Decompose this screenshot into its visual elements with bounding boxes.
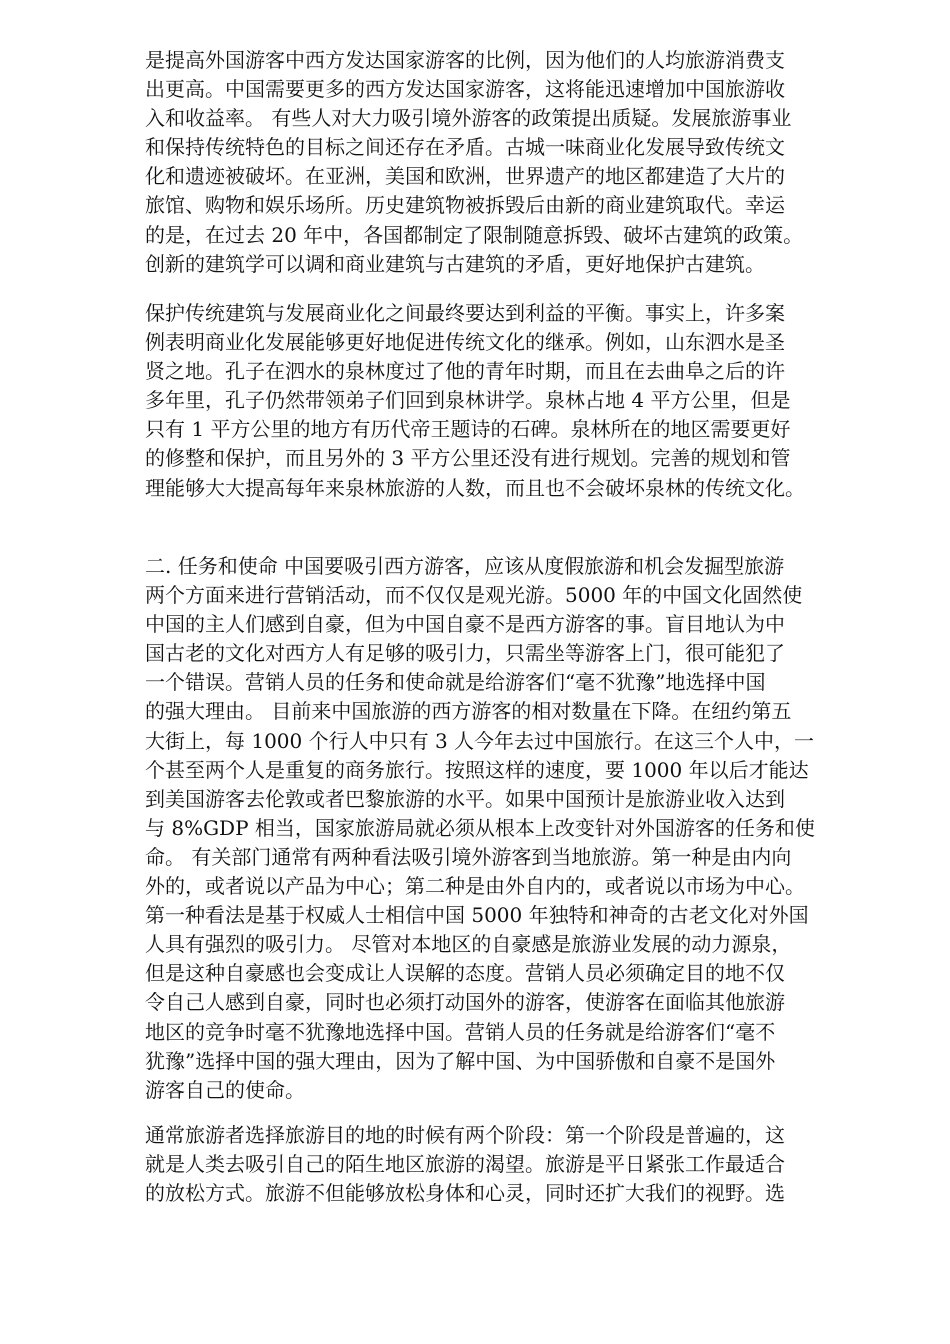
text-line: 到美国游客去伦敦或者巴黎旅游的水平。如果中国预计是旅游业收入达到 [145,786,785,811]
text-line: 外的，或者说以产品为中心；第二种是由外自内的，或者说以市场为中心。 [145,874,805,899]
text-line: 地区的竞争时毫不犹豫地选择中国。营销人员的任务就是给游客们“毫不 [145,1019,776,1044]
text-line: 入和收益率。 有些人对大力吸引境外游客的政策提出质疑。发展旅游事业 [145,106,792,131]
text-line: 游客自己的使命。 [145,1077,305,1102]
text-line: 大街上，每 1000 个行人中只有 3 人今年去过中国旅行。在这三个人中，一 [145,728,815,753]
text-line: 理能够大大提高每年来泉林旅游的人数，而且也不会破坏泉林的传统文化。 [145,475,805,500]
text-line: 化和遗迹被破坏。在亚洲，美国和欧洲，世界遗产的地区都建造了大片的 [145,164,785,189]
text-line: 创新的建筑学可以调和商业建筑与古建筑的矛盾，更好地保护古建筑。 [145,251,765,276]
text-line: 和保持传统特色的目标之间还存在矛盾。古城一味商业化发展导致传统文 [145,135,785,160]
text-line: 犹豫”选择中国的强大理由，因为了解中国、为中国骄傲和自豪不是国外 [145,1048,776,1073]
paragraph-tourist-ratio [145,46,875,279]
text-line: 国古老的文化对西方人有足够的吸引力，只需坐等游客上门，很可能犯了 [145,641,785,666]
text-line: 人具有强烈的吸引力。 尽管对本地区的自豪感是旅游业发展的动力源泉， [145,932,792,957]
text-line: 保护传统建筑与发展商业化之间最终要达到利益的平衡。事实上，许多案 [145,301,785,325]
paragraph-heritage-balance [145,299,875,503]
text-line: 贤之地。孔子在泗水的泉林度过了他的青年时期，而且在去曲阜之后的许 [145,359,785,384]
text-line: 个甚至两个人是重复的商务旅行。按照这样的速度，要 1000 年以后才能达 [145,757,809,782]
text-line: 与 8%GDP 相当，国家旅游局就必须从根本上改变针对外国游客的任务和使 [145,815,815,840]
text-line: 一个错误。营销人员的任务和使命就是给游客们“毫不犹豫”地选择中国 [145,670,766,695]
text-line: 的修整和保护，而且另外的 3 平方公里还没有进行规划。完善的规划和管 [145,446,791,471]
text-line: 旅馆、购物和娱乐场所。历史建筑物被拆毁后由新的商业建筑取代。幸运 [145,193,785,218]
text-line: 的放松方式。旅游不但能够放松身体和心灵，同时还扩大我们的视野。选 [145,1181,785,1206]
paragraph-destination-stages [145,1121,875,1208]
text-line: 两个方面来进行营销活动，而不仅仅是观光游。5000 年的中国文化固然使 [145,583,803,608]
text-line: 命。 有关部门通常有两种看法吸引境外游客到当地旅游。第一种是由内向 [145,844,792,869]
text-line: 出更高。中国需要更多的西方发达国家游客，这将能迅速增加中国旅游收 [145,77,785,102]
text-line: 的强大理由。 目前来中国旅游的西方游客的相对数量在下降。在纽约第五 [145,699,792,724]
text-line: 是提高外国游客中西方发达国家游客的比例，因为他们的人均旅游消费支 [145,48,785,72]
text-line: 令自己人感到自豪，同时也必须打动国外的游客，使游客在面临其他旅游 [145,990,785,1015]
text-line: 例表明商业化发展能够更好地促进传统文化的继承。例如，山东泗水是圣 [145,330,785,355]
text-line: 的是，在过去 20 年中，各国都制定了限制随意拆毁、破坏古建筑的政策。 [145,222,804,247]
text-line: 就是人类去吸引自己的陌生地区旅游的渴望。旅游是平日紧张工作最适合 [145,1152,785,1177]
text-line: 第一种看法是基于权威人士相信中国 5000 年独特和神奇的古老文化对外国 [145,903,809,928]
text-line: 只有 1 平方公里的地方有历代帝王题诗的石碑。泉林所在的地区需要更好 [145,417,791,442]
text-line: 中国的主人们感到自豪，但为中国自豪不是西方游客的事。盲目地认为中 [145,612,785,637]
text-line: 但是这种自豪感也会变成让人误解的态度。营销人员必须确定目的地不仅 [145,961,785,986]
text-line: 二. 任务和使命 中国要吸引西方游客，应该从度假旅游和机会发掘型旅游 [145,554,785,578]
paragraph-mission-section [145,552,875,1105]
text-line: 多年里，孔子仍然带领弟子们回到泉林讲学。泉林占地 4 平方公里，但是 [145,388,791,413]
text-line: 通常旅游者选择旅游目的地的时候有两个阶段：第一个阶段是普遍的，这 [145,1123,785,1147]
